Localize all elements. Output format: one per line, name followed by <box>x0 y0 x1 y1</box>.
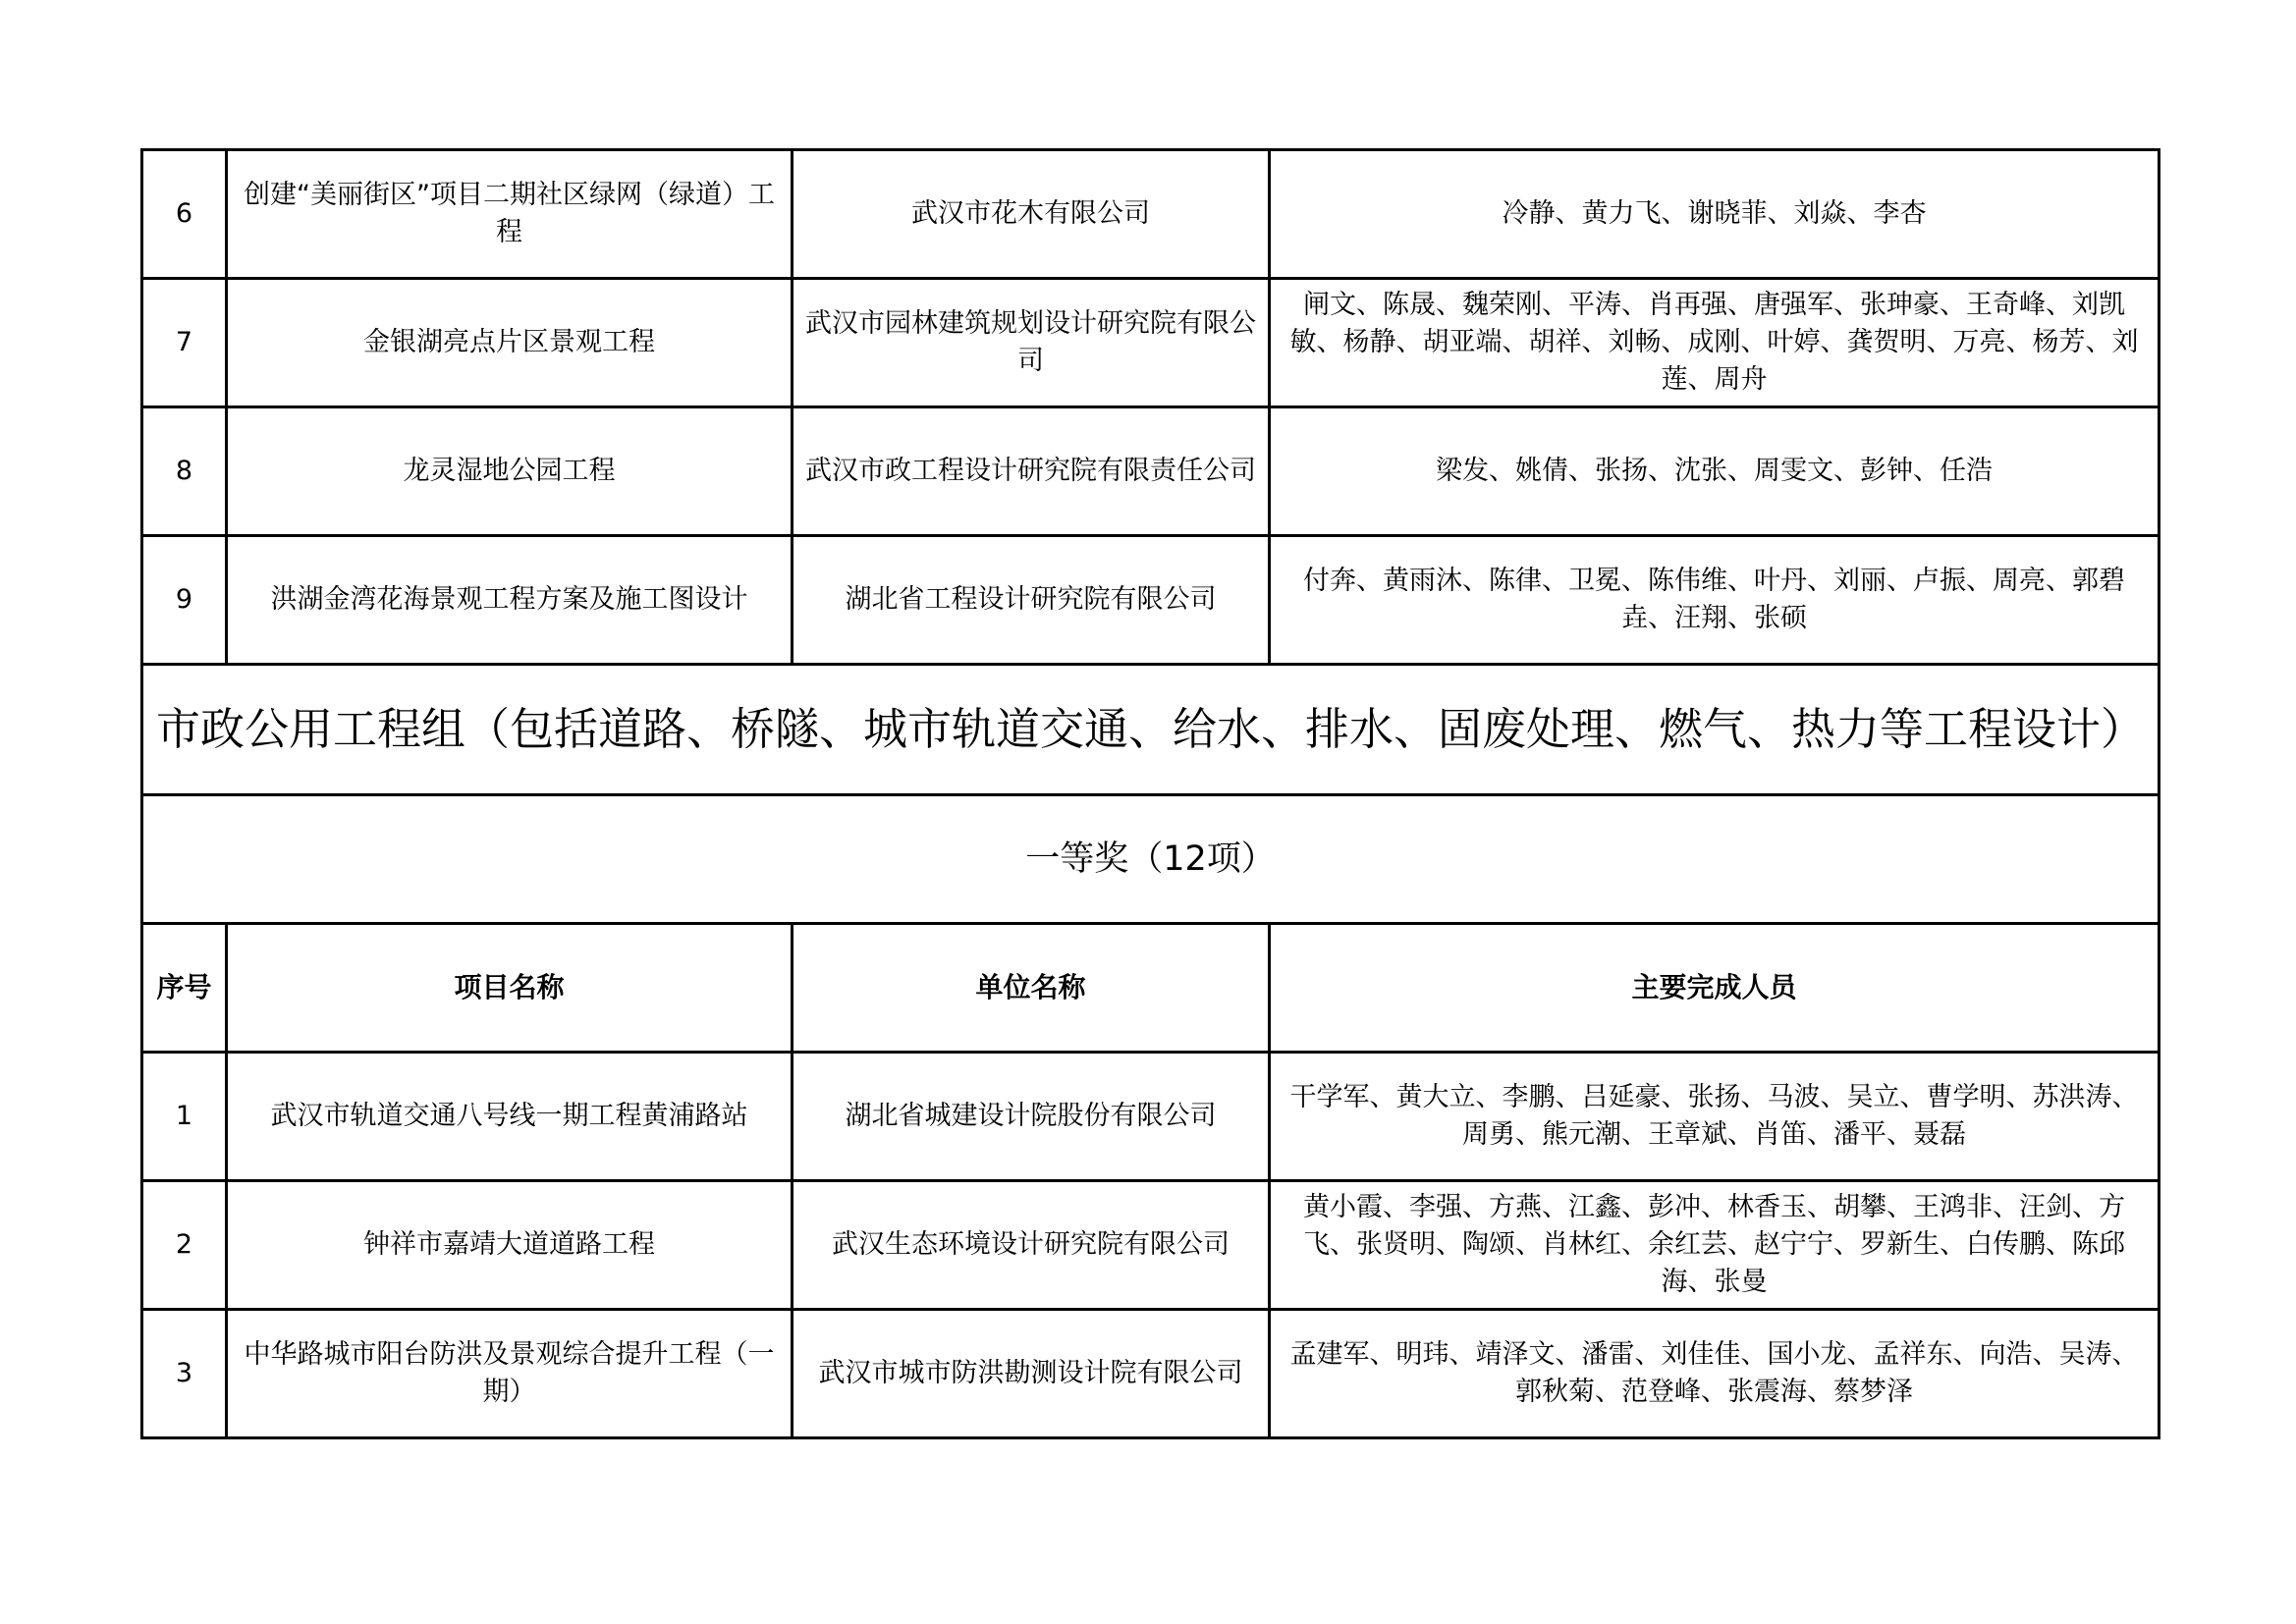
unit-name-cell: 武汉市花木有限公司 <box>793 150 1270 279</box>
table-row <box>142 150 2159 279</box>
header-project-name: 项目名称 <box>227 924 793 1053</box>
table-row <box>142 1310 2159 1438</box>
row-number: 6 <box>142 150 227 279</box>
award-title: 一等奖（12项） <box>142 795 2159 924</box>
main-personnel-cell: 黄小霞、李强、方燕、江鑫、彭冲、林香玉、胡攀、王鸿非、汪剑、方飞、张贤明、陶颂、肖林红、余红芸、赵宁宁、罗新生、白传鹏、陈邱海、张曼 <box>1270 1181 2159 1310</box>
main-personnel-cell: 孟建军、明玮、靖泽文、潘雷、刘佳佳、国小龙、孟祥东、向浩、吴涛、郭秋菊、范登峰、张震海、蔡梦泽 <box>1270 1310 2159 1438</box>
project-name-cell: 创建“美丽街区”项目二期社区绿网（绿道）工程 <box>227 150 793 279</box>
group-title-row <box>142 665 2159 795</box>
unit-name-cell: 武汉市园林建筑规划设计研究院有限公司 <box>793 279 1270 407</box>
row-number: 1 <box>142 1053 227 1181</box>
unit-name-cell: 武汉市政工程设计研究院有限责任公司 <box>793 407 1270 536</box>
project-name-cell: 中华路城市阳台防洪及景观综合提升工程（一期） <box>227 1310 793 1438</box>
awards-table <box>140 148 2160 1439</box>
column-header-row <box>142 924 2159 1053</box>
unit-name-cell: 武汉市城市防洪勘测设计院有限公司 <box>793 1310 1270 1438</box>
header-number: 序号 <box>142 924 227 1053</box>
unit-name-cell: 武汉生态环境设计研究院有限公司 <box>793 1181 1270 1310</box>
table-row <box>142 536 2159 665</box>
project-name-cell: 武汉市轨道交通八号线一期工程黄浦路站 <box>227 1053 793 1181</box>
table-row <box>142 1053 2159 1181</box>
row-number: 8 <box>142 407 227 536</box>
row-number: 9 <box>142 536 227 665</box>
project-name-cell: 钟祥市嘉靖大道道路工程 <box>227 1181 793 1310</box>
row-number: 2 <box>142 1181 227 1310</box>
main-personnel-cell: 付奔、黄雨沐、陈律、卫冕、陈伟维、叶丹、刘丽、卢振、周亮、郭碧垚、汪翔、张硕 <box>1270 536 2159 665</box>
project-name-cell: 金银湖亮点片区景观工程 <box>227 279 793 407</box>
table-row <box>142 1181 2159 1310</box>
unit-name-cell: 湖北省城建设计院股份有限公司 <box>793 1053 1270 1181</box>
main-personnel-cell: 干学军、黄大立、李鹏、吕延豪、张扬、马波、吴立、曹学明、苏洪涛、周勇、熊元潮、王章斌、肖笛、潘平、聂磊 <box>1270 1053 2159 1181</box>
project-name-cell: 龙灵湿地公园工程 <box>227 407 793 536</box>
row-number: 7 <box>142 279 227 407</box>
table-row <box>142 407 2159 536</box>
main-personnel-cell: 梁发、姚倩、张扬、沈张、周雯文、彭钟、任浩 <box>1270 407 2159 536</box>
main-personnel-cell: 冷静、黄力飞、谢晓菲、刘焱、李杏 <box>1270 150 2159 279</box>
table-row <box>142 279 2159 407</box>
award-title-row <box>142 795 2159 924</box>
header-unit-name: 单位名称 <box>793 924 1270 1053</box>
row-number: 3 <box>142 1310 227 1438</box>
group-title: 市政公用工程组（包括道路、桥隧、城市轨道交通、给水、排水、固废处理、燃气、热力等工程设计） <box>142 665 2159 795</box>
main-personnel-cell: 闸文、陈晟、魏荣刚、平涛、肖再强、唐强军、张珅豪、王奇峰、刘凯敏、杨静、胡亚端、胡祥、刘畅、成刚、叶婷、龚贺明、万亮、杨芳、刘莲、周舟 <box>1270 279 2159 407</box>
header-main-personnel: 主要完成人员 <box>1270 924 2159 1053</box>
unit-name-cell: 湖北省工程设计研究院有限公司 <box>793 536 1270 665</box>
project-name-cell: 洪湖金湾花海景观工程方案及施工图设计 <box>227 536 793 665</box>
